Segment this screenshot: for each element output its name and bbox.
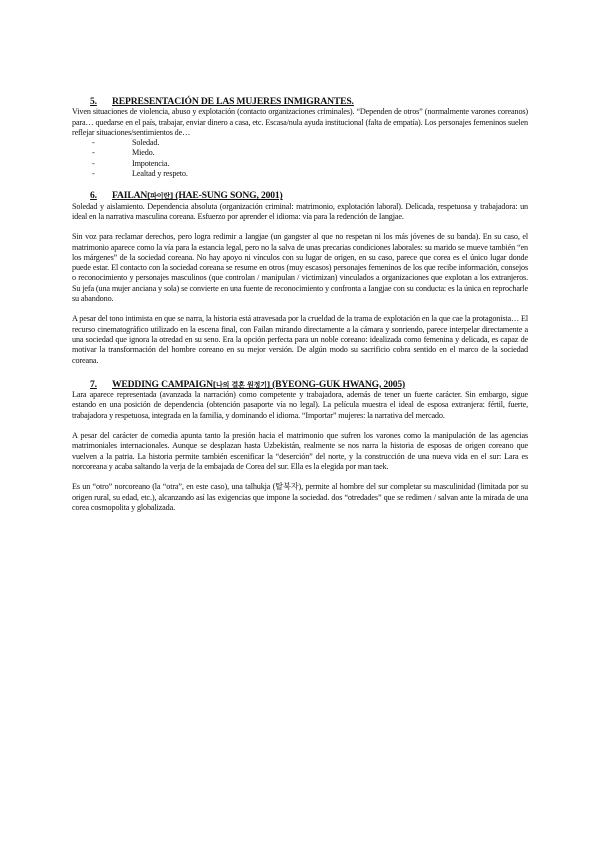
paragraph: Sin voz para reclamar derechos, pero logra redimir a Iangjae (un gangster al que no respetan ni los más jóvenes de su banda). En su caso, el matrimonio aparece como la vía para la estancia legal, pero no la salva de unas precarias condiciones laborales: su marido se mueve también “en los márgenes” de la sociedad coreana. No hay apoyo ni vínculos con su lugar de origen, en su caso, parece que corea es el único lugar donde puede estar. El contacto con la sociedad coreana se resume en otros (muy escasos) personajes femeninos de los que recibe información, consejos o reconocimiento y personajes masculinos (que controlan / manipulan / victimizan) vinculados a organizaciones que explotan a los extranjeros. Su jefa (una mujer anciana y sola) se convierte en una fuente de reconocimiento y confronta a Iangjae con su conducta: es la única en reprocharle su abandono. bbox=[72, 232, 528, 304]
bullet-dash: - bbox=[92, 158, 95, 168]
bullet-dash: - bbox=[92, 148, 95, 158]
bullet-list bbox=[72, 138, 528, 179]
section-7-heading bbox=[72, 380, 528, 390]
title-director: (BYEONG-GUK HWANG, 2005) bbox=[272, 378, 406, 390]
list-item bbox=[72, 159, 528, 169]
document-page bbox=[72, 97, 528, 513]
paragraph: Viven situaciones de violencia, abuso y explotación (contacto organizaciones criminales). “Dependen de otros” (normalmente varones coreanos) para… quedarse en el país, trabajar, enviar dinero a casa, etc. Escasa/nula ayuda institucional (falta de empatía). Los personajes femeninos suelen reflejar situaciones/sentimientos de… bbox=[72, 107, 528, 137]
bullet-text: Impotencia. bbox=[132, 158, 170, 168]
title-korean: [파이란] bbox=[147, 192, 174, 201]
section-7 bbox=[72, 380, 528, 513]
section-title bbox=[112, 191, 283, 201]
title-director: (HAE-SUNG SONG, 2001) bbox=[175, 190, 283, 202]
paragraph: Lara aparece representada (avanzada la narración) como competente y trabajadora, además de tener un fuerte carácter. Sin embargo, sigue estando en una posición de dependencia (obtención pasaporte vía no legal). La película muestra el ideal de esposa extranjera: fértil, fuerte, trabajadora y respetuosa, integrada en la familia, y dominando el idioma. “Importar” mujeres: la narrativa del mercado. bbox=[72, 390, 528, 420]
section-number: 5. bbox=[90, 96, 97, 107]
bullet-dash: - bbox=[92, 138, 95, 148]
section-5-heading bbox=[72, 97, 528, 107]
section-number: 7. bbox=[90, 378, 97, 390]
paragraph: A pesar del tono intimista en que se narra, la historia está atravesada por la crueldad de la trama de explotación en la que cae la protagonista… El recurso cinematográfico utilizado en la escena final, con Failan mirando directamente a la cámara y sonriendo, parece interpelar directamente a una sociedad que ignora la otredad en su seno. Era la opción perfecta para un noble coreano: idealizada como femenina y delicada, es capaz de motivar la transformación del hombre coreano en su mejor versión. De algún modo su sacrificio cobra sentido en el marco de la sociedad coreana. bbox=[72, 314, 528, 365]
section-5 bbox=[72, 97, 528, 179]
list-item bbox=[72, 148, 528, 158]
bullet-dash: - bbox=[92, 169, 95, 179]
section-6 bbox=[72, 191, 528, 365]
title-korean: [나의 결혼 원정기] bbox=[212, 380, 270, 389]
list-item bbox=[72, 138, 528, 148]
list-item bbox=[72, 169, 528, 179]
section-title: REPRESENTACIÓN DE LAS MUJERES INMIGRANTES. bbox=[112, 96, 354, 107]
title-english: WEDDING CAMPAIGN bbox=[112, 378, 213, 390]
paragraph: A pesar del carácter de comedia apunta tanto la presión hacia el matrimonio que sufren los varones como la manipulación de las agencias matrimoniales internacionales. Aunque se desplazan hasta Uzbekistán, realmente se nos narra la historia de esposas de origen coreano que vuelven a la patria. La historia permite también escenificar la “deserción” del norte, y la construcción de una nueva vida en el sur: Lara es norcoreana y acaba saltando la verja de la embajada de Corea del sur. Ella es la elegida por man taek. bbox=[72, 431, 528, 471]
bullet-text: Lealtad y respeto. bbox=[132, 169, 188, 179]
paragraph: Es un “otro” norcoreano (la “otra”, en este caso), una talhukja (탈북자), permite al hombre del sur completar su masculinidad (limitada por su origen rural, su edad, etc.), alcanzando así las exigencias que impone la sociedad. dos “otredades” que se redimen / salvan ante la mirada de una corea cosmopolita y globalizada. bbox=[72, 482, 528, 512]
bullet-text: Soledad. bbox=[132, 138, 160, 148]
section-6-heading bbox=[72, 191, 528, 201]
section-title bbox=[112, 380, 405, 390]
title-english: FAILAN bbox=[112, 190, 148, 202]
paragraph: Soledad y aislamiento. Dependencia absoluta (organización criminal: matrimonio, explotación laboral). Delicada, respetuosa y trabajadora: un ideal en la narrativa masculina coreana. Esfuerzo por aprender el idioma: vía para la redención de Iangjae. bbox=[72, 201, 528, 221]
bullet-text: Miedo. bbox=[132, 148, 155, 158]
section-number: 6. bbox=[90, 190, 97, 202]
